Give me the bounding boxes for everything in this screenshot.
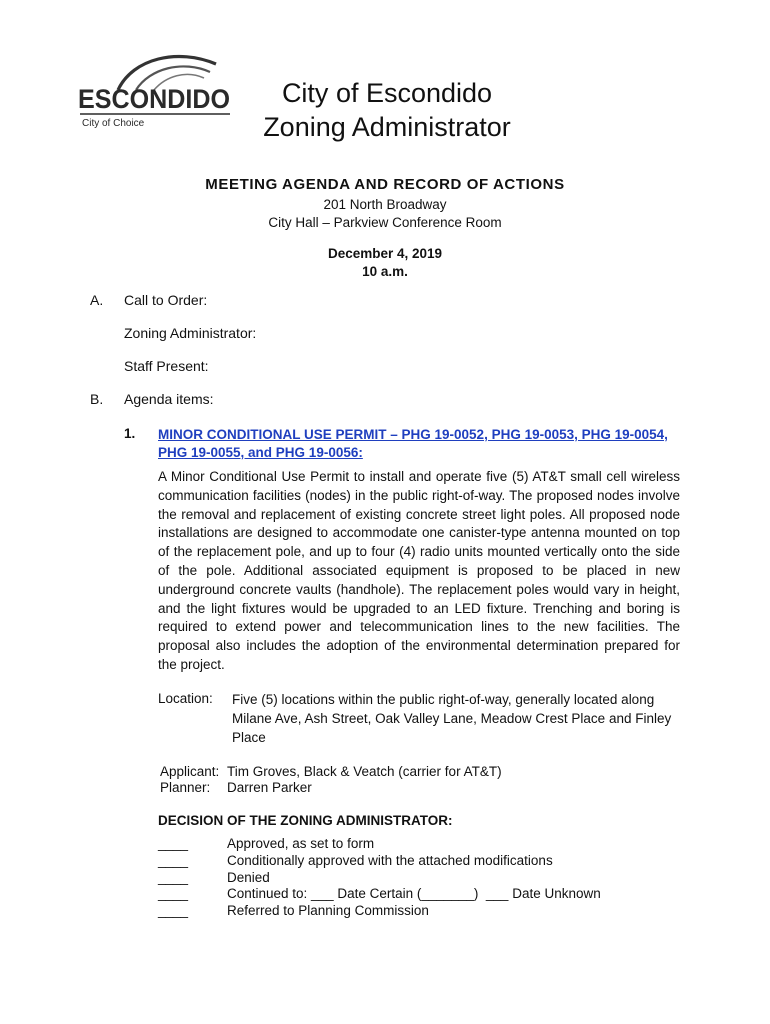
decision-blank-denied: ____ [158, 870, 189, 885]
logo-swoosh-icon [78, 50, 238, 130]
meeting-date: December 4, 2019 [327, 246, 443, 261]
decision-blank-continued: ____ [158, 886, 189, 901]
decision-blank-approved: ____ [158, 836, 189, 851]
planner-label: Planner: [160, 780, 211, 795]
decision-option-conditional: Conditionally approved with the attached modifications [227, 853, 553, 868]
decision-option-approved: Approved, as set to form [227, 836, 375, 851]
meeting-time: 10 a.m. [362, 264, 408, 279]
meeting-address-block [0, 196, 770, 232]
location-label: Location: [158, 691, 213, 706]
item-title-link[interactable]: MINOR CONDITIONAL USE PERMIT – PHG 19-0052, PHG 19-0053, PHG 19-0054, PHG 19-0055, and PHG 19-0056: [158, 427, 668, 460]
section-b-letter: B. [90, 391, 104, 407]
decision-option-denied: Denied [227, 870, 270, 885]
applicant-value: Tim Groves, Black & Veatch (carrier for AT&T) [227, 764, 502, 779]
item-description: A Minor Conditional Use Permit to install and operate five (5) AT&T small cell wireless communication facilities (nodes) in the public right-of-way. The proposed nodes involve the removal and replacement of existing concrete street light poles. All proposed node installations are designed to accommodate one canister-type antenna mounted on top of the replacement pole, and up to four (4) radio units mounted vertically onto the side of the pole. Additional associated equipment is proposed to be placed in new underground concrete vaults (handhole). The replacement poles would vary in height, and the light fixtures would be upgraded to an LED fixture. Trenching and boring is required to extend power and telecommunication lines to the new facilities. The proposal also includes the adoption of the environmental determination prepared for the project. [158, 469, 680, 672]
agenda-heading: MEETING AGENDA AND RECORD OF ACTIONS [205, 176, 565, 193]
title-line-department: Zoning Administrator [263, 112, 511, 142]
meeting-room: City Hall – Parkview Conference Room [268, 215, 502, 230]
logo-tagline: City of Choice [82, 118, 145, 129]
title-line-city: City of Escondido [281, 78, 493, 108]
decision-blank-conditional: ____ [158, 853, 189, 868]
decision-heading: DECISION OF THE ZONING ADMINISTRATOR: [158, 813, 453, 828]
decision-blank-referred: ____ [158, 903, 189, 918]
item-number: 1. [124, 426, 136, 441]
decision-option-continued: Continued to: ___ Date Certain (_______) ___ Date Unknown [227, 886, 601, 901]
decision-option-referred: Referred to Planning Commission [227, 903, 429, 918]
page-title [262, 76, 512, 144]
meeting-address: 201 North Broadway [323, 197, 447, 212]
agenda-items-label: Agenda items: [124, 391, 214, 407]
meeting-datetime [0, 245, 770, 281]
escondido-logo [78, 50, 238, 130]
planner-value: Darren Parker [227, 780, 312, 795]
zoning-administrator-label: Zoning Administrator: [124, 325, 257, 341]
section-a-letter: A. [90, 292, 104, 308]
applicant-label: Applicant: [160, 764, 220, 779]
logo-wordmark: ESCONDIDO [78, 84, 230, 114]
location-value: Five (5) locations within the public right-of-way, generally located along Milane Ave, Ash Street, Oak Valley Lane, Meadow Crest Place and Finley Place [232, 692, 672, 745]
call-to-order-label: Call to Order: [124, 292, 208, 308]
staff-present-label: Staff Present: [124, 358, 209, 374]
